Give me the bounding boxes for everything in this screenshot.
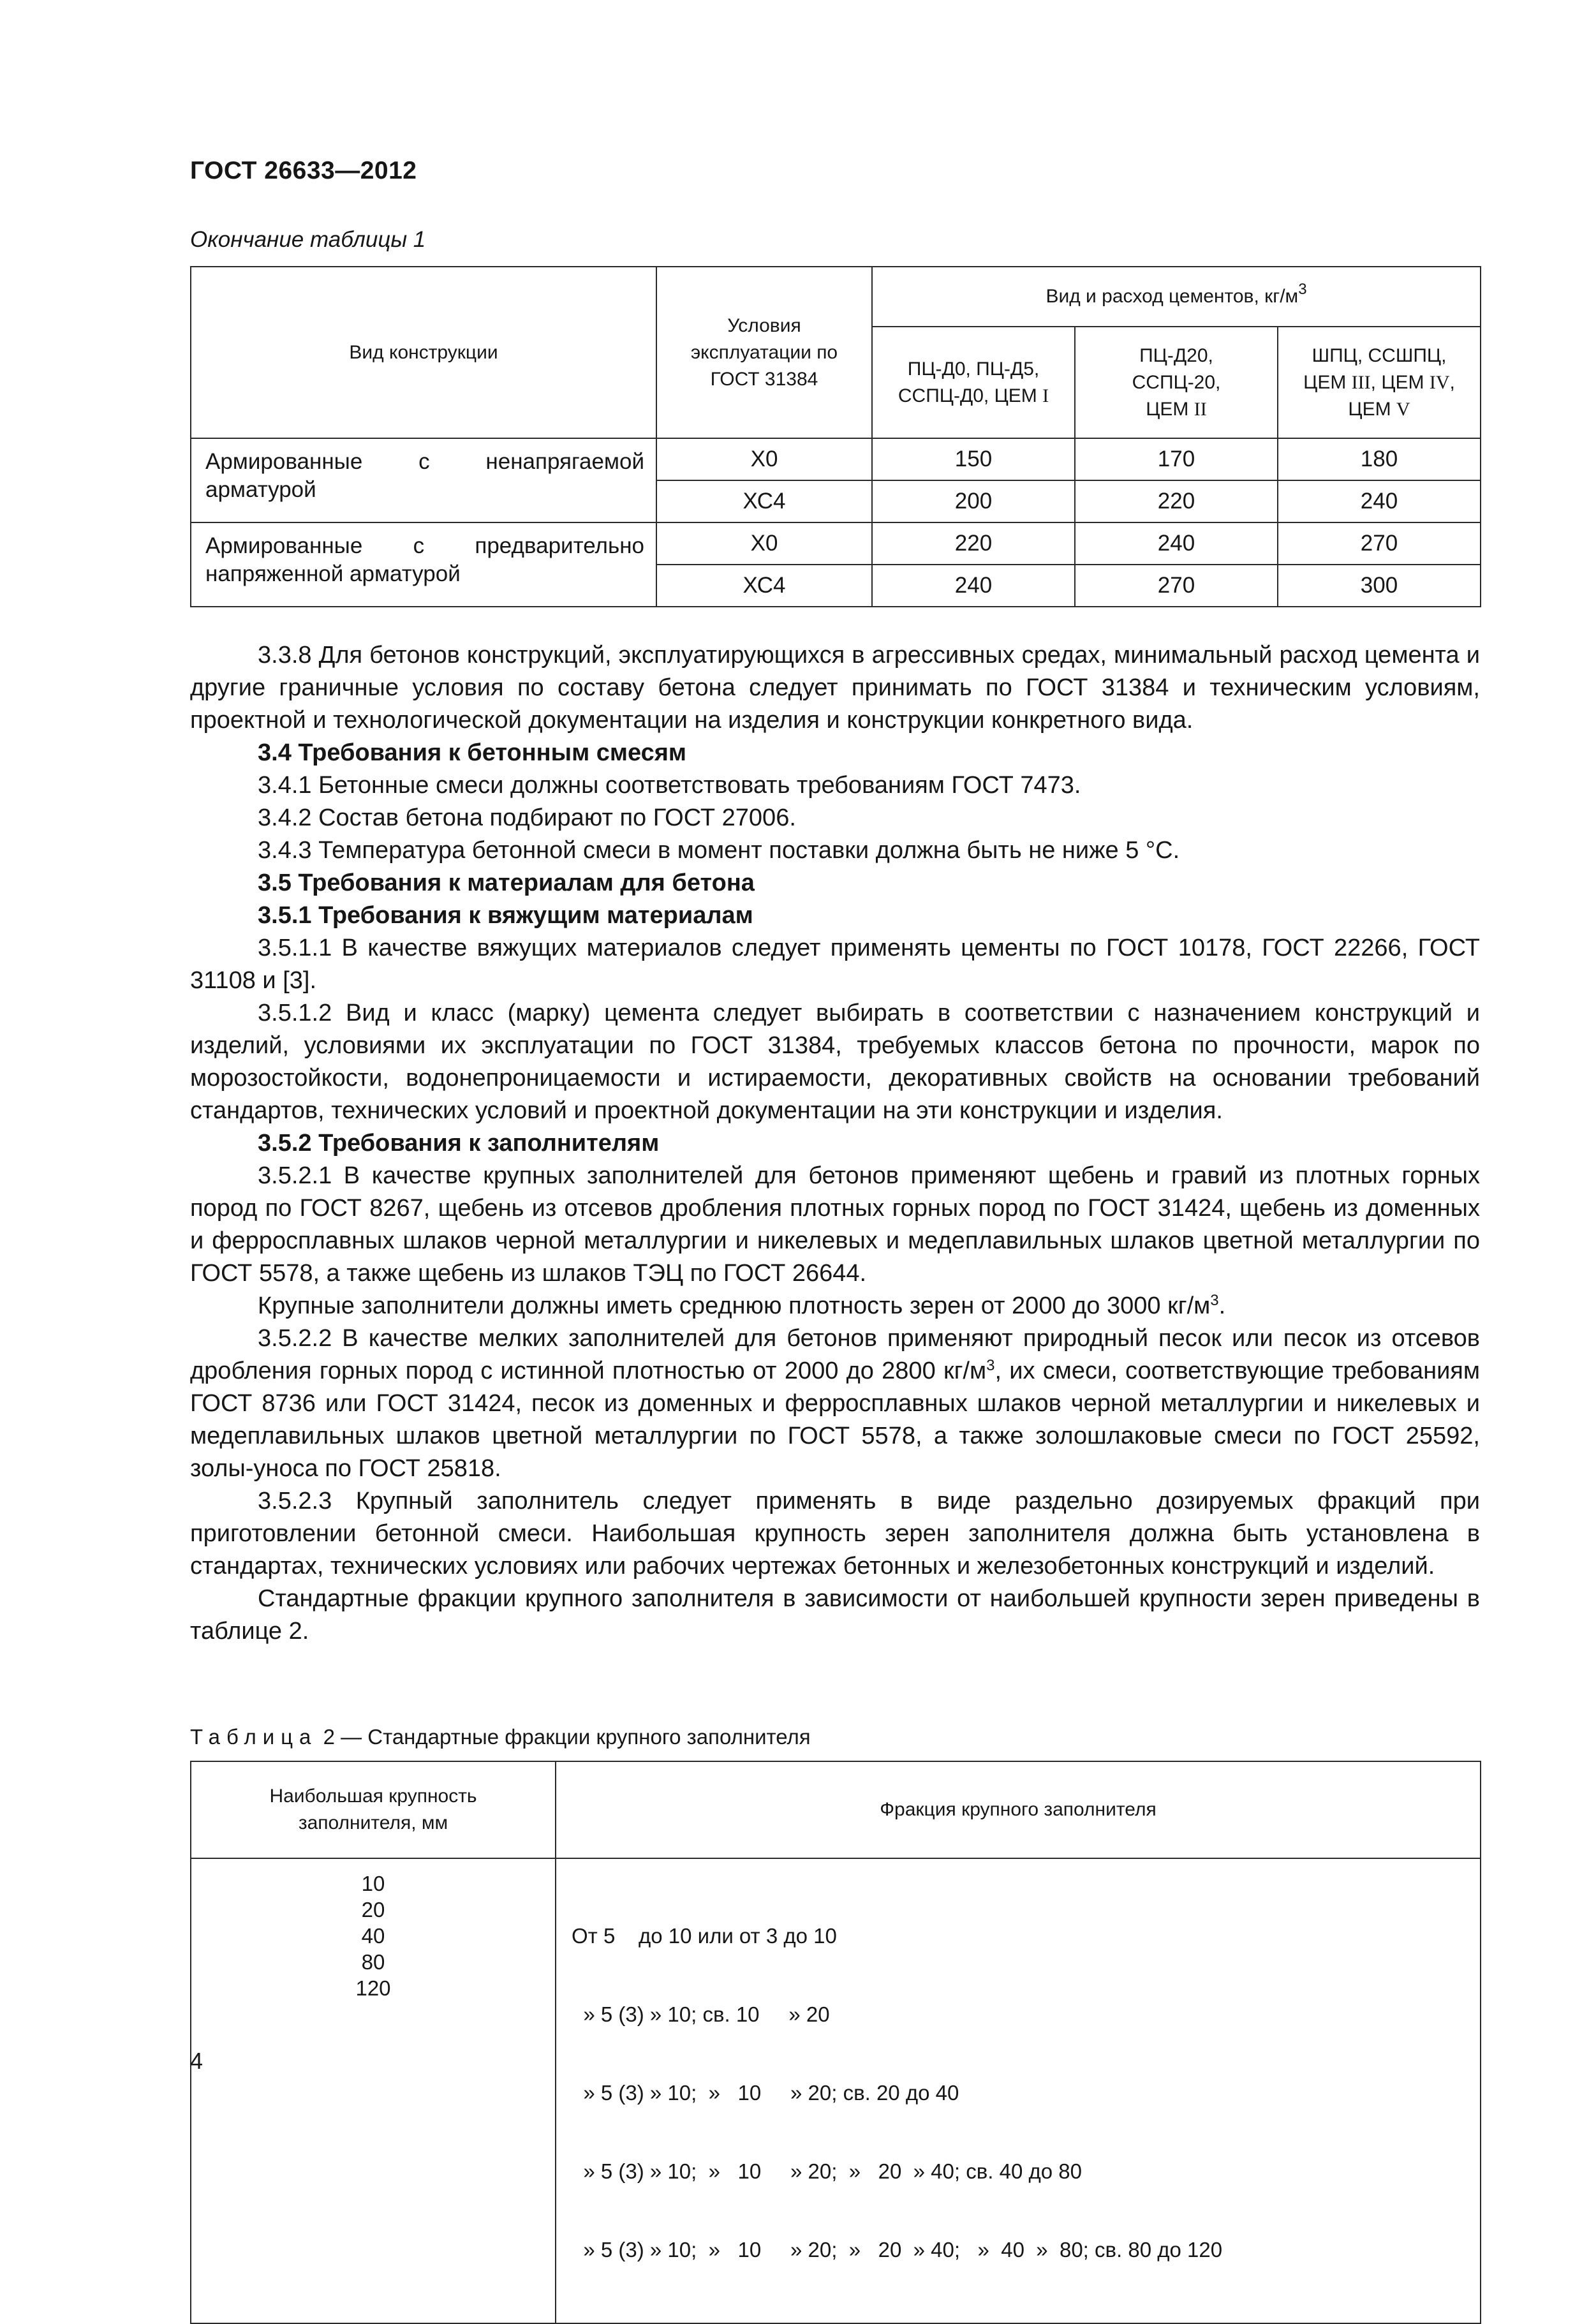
fraction-value: » 5 (3) » 10; » 10 » 20; » 20 » 40; » 40 » 80; св. 80 до 120: [572, 2238, 1223, 2261]
paragraph-3-5-1-2: 3.5.1.2 Вид и класс (марку) цемента следует выбирать в соответствии с назначением конструкций и изделий, условиями их эксплуатации по ГОСТ 31384, требуемых классов бетона по прочности, марок по морозостойкости, водонепроницаемости и истираемости, декоративных свойств на основании требований стандартов, технических условий и проектной документации на эти конструкции и изделия.: [190, 1000, 1480, 1124]
header-max-size: Наибольшая крупность заполнителя, мм: [191, 1761, 556, 1858]
header-fraction: Фракция крупного заполнителя: [556, 1761, 1481, 1858]
table2-caption-word: Таблица: [190, 1725, 318, 1749]
p3522-text: 3.5.2.2 В качестве мелких заполнителей для бетонов применяют природный песок или песок из отсевов дробления горных пород с истинной плотностью от 2000 до 2800 кг/м: [190, 1325, 1480, 1384]
table1-caption: Окончание таблицы 1: [190, 227, 426, 252]
paragraph-3-5-2-2: [190, 1322, 1480, 1485]
paragraph-3-5-2-1: 3.5.2.1 В качестве крупных заполнителей для бетонов применяют щебень и гравий из плотных горных пород по ГОСТ 8267, щебень из отсевов дробления плотных горных пород по ГОСТ 31424, щебень из доменных и ферросплавных шлаков черной металлургии и никелевых и медеплавильных шлаков цветной металлургии по ГОСТ 5578, а также щебень из шлаков ТЭЦ по ГОСТ 26644.: [190, 1162, 1480, 1287]
standard-header: ГОСТ 26633—2012: [190, 157, 417, 184]
paragraph-3-3-8: 3.3.8 Для бетонов конструкций, эксплуатирующихся в агрессивных средах, минимальный расход цемента и другие граничные условия по составу бетона следует принимать по ГОСТ 31384 и техническим условиям, проектной и технологической документации на изделия и конструкции конкретного вида.: [190, 642, 1480, 734]
sizes-cell: [191, 1858, 556, 2323]
value-cell: 240: [872, 565, 1075, 607]
size-value: 80: [361, 1950, 385, 1974]
size-value: 20: [361, 1898, 385, 1921]
aggregate-fractions-table: [190, 1761, 1481, 2324]
fraction-value: » 5 (3) » 10; » 10 » 20; св. 20 до 40: [572, 2081, 959, 2105]
condition-cell: Х0: [656, 522, 872, 565]
condition-cell: Х0: [656, 438, 872, 480]
table2-caption: [190, 1725, 811, 1749]
value-cell: 270: [1278, 522, 1481, 565]
heading-3-5-1: 3.5.1 Требования к вяжущим материалам: [258, 902, 753, 929]
fraction-value: От 5 до 10 или от 3 до 10: [572, 1924, 837, 1948]
value-cell: 220: [1075, 480, 1278, 522]
header-conditions: Условия эксплуатации по ГОСТ 31384: [656, 267, 872, 438]
value-cell: 270: [1075, 565, 1278, 607]
size-value: 10: [361, 1872, 385, 1895]
heading-3-5-2: 3.5.2 Требования к заполнителям: [258, 1130, 660, 1157]
paragraph-standard-fractions: Стандартные фракции крупного заполнителя в зависимости от наибольшей крупности зерен приведены в таблице 2.: [190, 1585, 1480, 1645]
size-value: 40: [361, 1924, 385, 1948]
group-name: Армированные с предварительно напряженной арматурой: [191, 522, 656, 607]
density-text: Крупные заполнители должны иметь среднюю плотность зерен от 2000 до 3000 кг/м: [258, 1292, 1211, 1319]
size-value: 120: [355, 1976, 391, 2000]
header-cement-col2: ПЦ-Д20, ССПЦ-20, ЦЕМ II: [1075, 327, 1278, 438]
fraction-value: » 5 (3) » 10; » 10 » 20; » 20 » 40; св. 40 до 80: [572, 2159, 1082, 2183]
p3522-sup: 3: [986, 1357, 995, 1374]
value-cell: 300: [1278, 565, 1481, 607]
header-cement-group-text: Вид и расход цементов, кг/м: [1046, 286, 1299, 307]
header-construction: Вид конструкции: [191, 267, 656, 438]
paragraph-density: [190, 1290, 1480, 1322]
page-number: 4: [190, 2048, 203, 2074]
paragraph-3-4-2: 3.4.2 Состав бетона подбирают по ГОСТ 27006.: [258, 804, 796, 831]
header-cement-group: [872, 267, 1481, 327]
table2-caption-rest: 2 — Стандартные фракции крупного заполнителя: [323, 1725, 811, 1749]
fraction-value: » 5 (3) » 10; св. 10 » 20: [572, 2002, 830, 2026]
header-cement-col1: ПЦ-Д0, ПЦ-Д5, ССПЦ-Д0, ЦЕМ I: [872, 327, 1075, 438]
heading-3-4: 3.4 Требования к бетонным смесям: [258, 739, 687, 766]
paragraph-3-4-1: 3.4.1 Бетонные смеси должны соответствовать требованиям ГОСТ 7473.: [258, 772, 1081, 799]
cement-consumption-table: [190, 266, 1481, 607]
header-cement-group-sup: 3: [1298, 281, 1307, 298]
header-cement-col3: ШПЦ, ССШПЦ, ЦЕМ III, ЦЕМ IV, ЦЕМ V: [1278, 327, 1481, 438]
value-cell: 170: [1075, 438, 1278, 480]
density-end: .: [1218, 1292, 1226, 1319]
value-cell: 220: [872, 522, 1075, 565]
value-cell: 240: [1075, 522, 1278, 565]
group-name: Армированные с ненапрягаемой арматурой: [191, 438, 656, 522]
value-cell: 180: [1278, 438, 1481, 480]
value-cell: 240: [1278, 480, 1481, 522]
condition-cell: ХС4: [656, 565, 872, 607]
paragraph-3-5-1-1: 3.5.1.1 В качестве вяжущих материалов следует применять цементы по ГОСТ 10178, ГОСТ 22266, ГОСТ 31108 и [3].: [190, 935, 1480, 994]
paragraph-3-5-2-3: 3.5.2.3 Крупный заполнитель следует применять в виде раздельно дозируемых фракций при приготовлении бетонной смеси. Наибольшая крупность зерен заполнителя должна быть установлена в стандартах, технических условиях или рабочих чертежах бетонных и железобетонных конструкций и изделий.: [190, 1488, 1480, 1580]
value-cell: 200: [872, 480, 1075, 522]
density-sup: 3: [1210, 1292, 1219, 1309]
heading-3-5: 3.5 Требования к материалам для бетона: [258, 870, 755, 896]
p3522-rest: , их смеси, соответствующие требованиям ГОСТ 8736 или ГОСТ 31424, песок из доменных и ферросплавных шлаков черной металлургии и никелевых и медеплавильных шлаков цветной металлургии по ГОСТ 5578, а также золошлаковые смеси по ГОСТ 25592, золы-уноса по ГОСТ 25818.: [190, 1358, 1481, 1482]
condition-cell: ХС4: [656, 480, 872, 522]
value-cell: 150: [872, 438, 1075, 480]
paragraph-3-4-3: 3.4.3 Температура бетонной смеси в момент поставки должна быть не ниже 5 °С.: [258, 837, 1180, 864]
body-text: [190, 639, 1480, 1648]
fractions-cell: [556, 1858, 1481, 2323]
